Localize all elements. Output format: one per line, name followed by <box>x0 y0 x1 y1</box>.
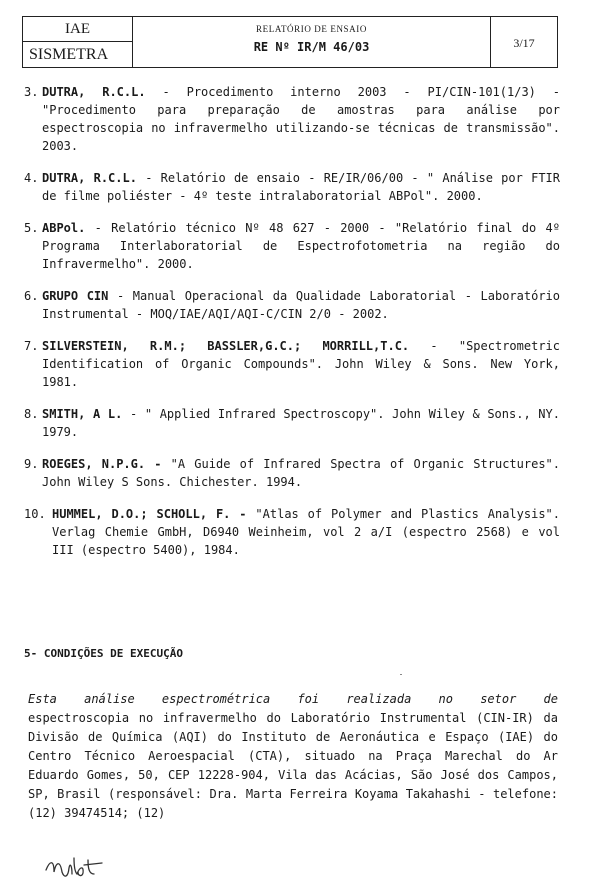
page-number: 3/17 <box>513 36 535 50</box>
report-type: RELATÓRIO DE ENSAIO <box>256 24 367 34</box>
reference-author: ABPol. <box>42 221 86 235</box>
reference-number: 10. <box>24 507 46 521</box>
reference-number: 7. <box>24 339 39 353</box>
reference-author: GRUPO CIN <box>42 289 109 303</box>
reference-item <box>24 287 560 323</box>
reference-author: SILVERSTEIN, R.M.; BASSLER,G.C.; MORRILL,T.C. <box>42 339 410 353</box>
reference-text: - " Applied Infrared Spectroscopy". John Wiley & Sons., NY. 1979. <box>42 407 560 439</box>
reference-author: DUTRA, R.C.L. <box>42 85 146 99</box>
org-name-iae: IAE <box>23 17 132 42</box>
reference-item <box>24 455 560 491</box>
reference-number: 5. <box>24 221 39 235</box>
reference-number: 4. <box>24 171 39 185</box>
reference-author: DUTRA, R.C.L. <box>42 171 137 185</box>
paragraph-first-line: Esta análise espectrométrica foi realizada no setor de <box>28 692 558 706</box>
reference-text: - Relatório técnico Nº 48 627 - 2000 - "Relatório final do 4º Programa Interlaboratorial de Espectrofotometria na região do Infravermelho". 2000. <box>42 221 560 271</box>
reference-number: 8. <box>24 407 39 421</box>
org-block <box>23 17 133 67</box>
reference-text: "A Guide of Infrared Spectra of Organic Structures". John Wiley S Sons. Chichester. 1994. <box>42 457 561 489</box>
references-list <box>24 83 560 573</box>
reference-text: - Procedimento interno 2003 - PI/CIN-101(1/3) - "Procedimento para preparação de amostras para análise por espectroscopia no infravermelho utilizando-se técnicas de transmissão". 2003. <box>42 85 561 153</box>
section-heading: 5- CONDIÇÕES DE EXECUÇÃO <box>24 647 183 660</box>
reference-author: ROEGES, N.P.G. - <box>42 457 162 471</box>
reference-item <box>24 505 560 559</box>
report-title-block <box>133 17 491 67</box>
reference-number: 6. <box>24 289 39 303</box>
report-number: RE Nº IR/M 46/03 <box>253 40 370 54</box>
reference-item <box>24 219 560 273</box>
reference-item <box>24 83 560 155</box>
reference-author: SMITH, A L. <box>42 407 123 421</box>
reference-item <box>24 405 560 441</box>
reference-number: 9. <box>24 457 39 471</box>
reference-item <box>24 169 560 205</box>
reference-text: - "Spectrometric Identification of Organic Compounds". John Wiley & Sons. New York, 1981. <box>42 339 560 389</box>
reference-text: - Relatório de ensaio - RE/IR/06/00 - " Análise por FTIR de filme poliéster - 4º teste intralaboratorial ABPol". 2000. <box>42 171 560 203</box>
paragraph-body: espectroscopia no infravermelho do Laboratório Instrumental (CIN-IR) da Divisão de Química (AQI) do Instituto de Aeronáutica e Espaço (IAE) do Centro Técnico Aeroespacial (CTA), situado na Praça Marechal do Ar Eduardo Gomes, 50, CEP 12228-904, Vila das Acácias, São José dos Campos, SP, Brasil (responsável: Dra. Marta Ferreira Koyama Takahashi - telefone: (12) 39474514; (12) <box>28 711 558 820</box>
reference-text: "Atlas of Polymer and Plastics Analysis". Verlag Chemie GmbH, D6940 Weinheim, vol 2 a/I (espectro 2568) e vol III (espectro 5400), 1984. <box>52 507 560 557</box>
reference-item <box>24 337 560 391</box>
reference-number: 3. <box>24 85 39 99</box>
section-paragraph <box>28 690 558 823</box>
handwritten-initials <box>44 852 114 880</box>
scan-speck <box>400 674 402 675</box>
org-name-sismetra: SISMETRA <box>29 46 109 63</box>
reference-text: - Manual Operacional da Qualidade Laboratorial - Laboratório Instrumental - MOQ/IAE/AQI/AQI-C/CIN 2/0 - 2002. <box>42 289 560 321</box>
document-header <box>22 16 558 68</box>
reference-author: HUMMEL, D.O.; SCHOLL, F. - <box>52 507 247 521</box>
